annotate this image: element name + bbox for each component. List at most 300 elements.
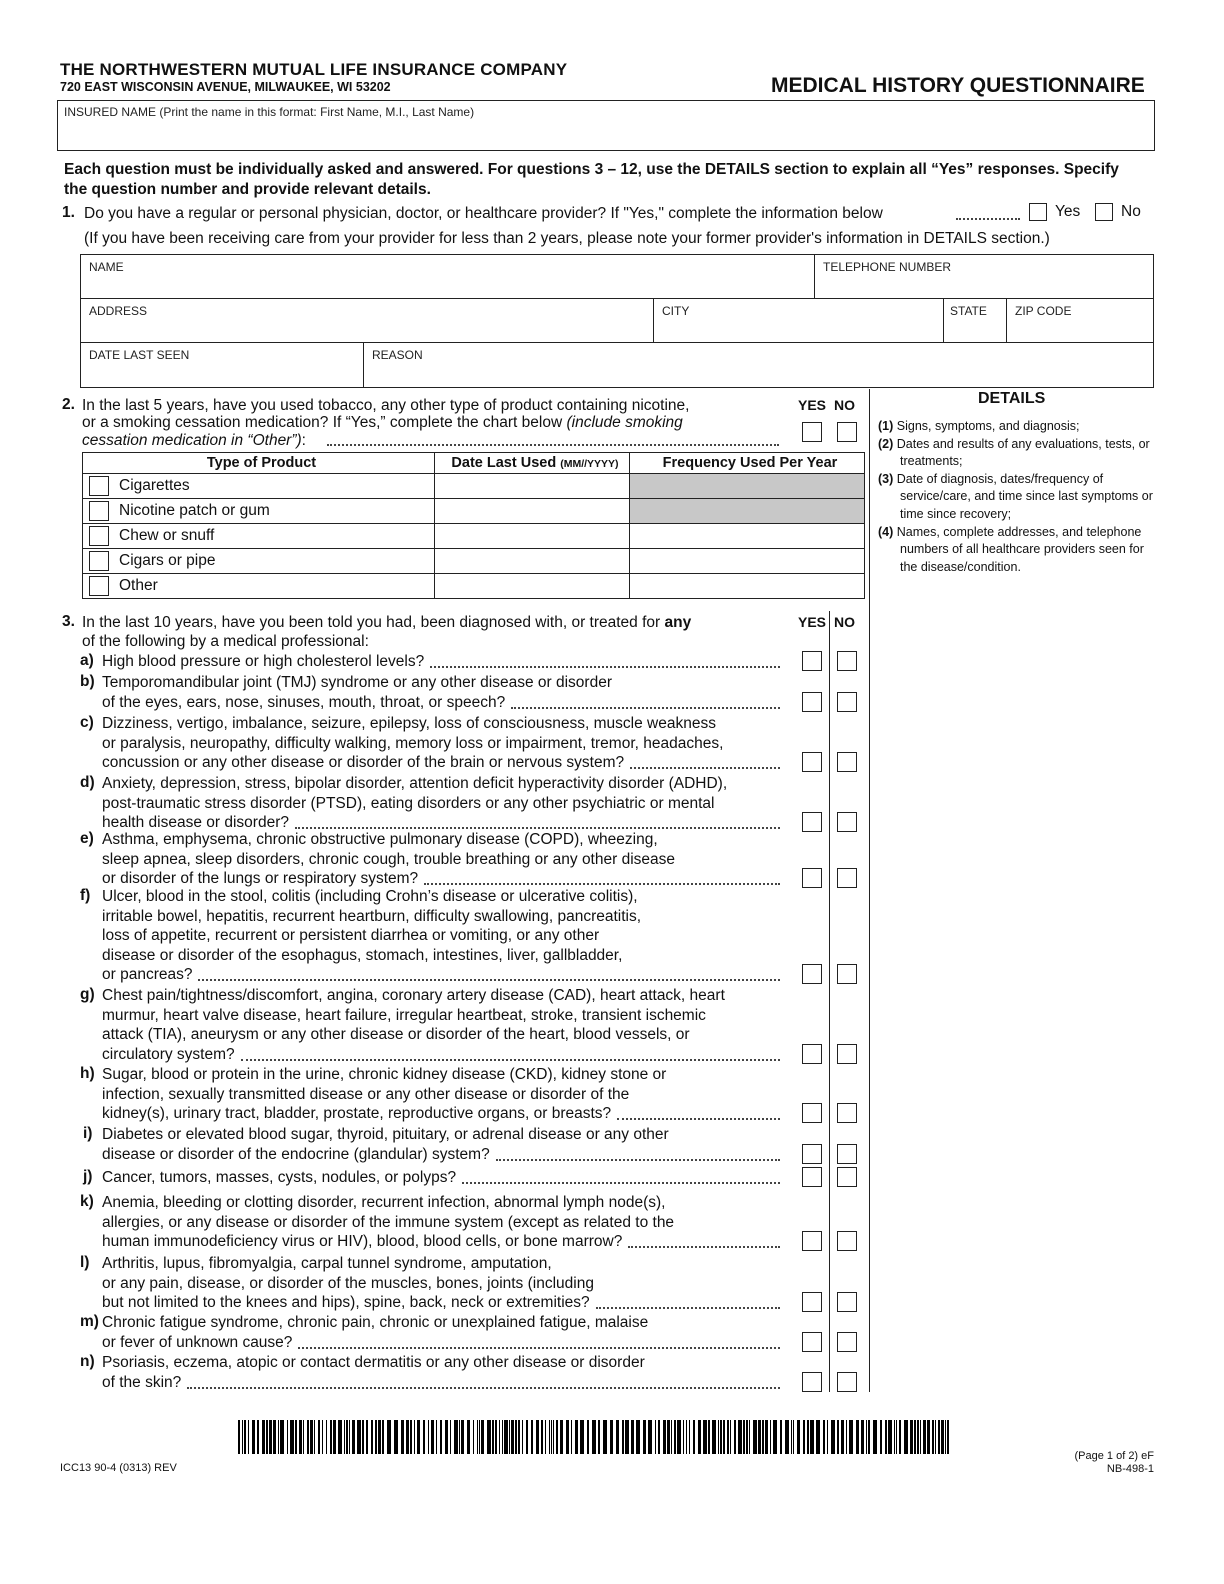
table-row bbox=[83, 549, 865, 574]
date-last-used-cell[interactable] bbox=[435, 524, 630, 549]
barcode-bar bbox=[765, 1420, 768, 1454]
barcode-bar bbox=[677, 1420, 681, 1454]
q3-item-letter: m) bbox=[80, 1313, 99, 1330]
barcode-bar bbox=[417, 1420, 420, 1454]
q3-item-yes-checkbox[interactable] bbox=[802, 964, 822, 984]
barcode-bar bbox=[487, 1420, 491, 1454]
q3-item-text: murmur, heart valve disease, heart failure, irregular heartbeat, stroke, transient ischemic bbox=[102, 1006, 706, 1024]
q3-item-yes-checkbox[interactable] bbox=[802, 1332, 822, 1352]
provider-telephone-field[interactable] bbox=[815, 255, 1153, 298]
barcode-bar bbox=[481, 1420, 484, 1454]
q3-item-leader bbox=[496, 1159, 780, 1161]
barcode-bar bbox=[807, 1420, 809, 1454]
details-item-number: (2) bbox=[878, 436, 894, 451]
q3-item-leader bbox=[298, 1347, 780, 1349]
table-row bbox=[83, 474, 865, 499]
barcode-bar bbox=[587, 1420, 589, 1454]
q3-item-yes-checkbox[interactable] bbox=[802, 1167, 822, 1187]
provider-zip-field[interactable] bbox=[1007, 299, 1153, 342]
barcode-bar bbox=[428, 1420, 429, 1454]
barcode-bar bbox=[314, 1420, 315, 1454]
barcode-bar bbox=[310, 1420, 313, 1454]
q3-item-yes-checkbox[interactable] bbox=[802, 692, 822, 712]
barcode-bar bbox=[257, 1420, 259, 1454]
q3-item-text: circulatory system? bbox=[102, 1045, 235, 1063]
form-number: NB-498-1 bbox=[1106, 1463, 1154, 1475]
tobacco-table-header bbox=[83, 453, 865, 474]
barcode-bar bbox=[502, 1420, 503, 1454]
barcode-bar bbox=[303, 1420, 304, 1454]
q3-item-text: or fever of unknown cause? bbox=[102, 1333, 293, 1351]
q3-item-text: allergies, or any disease or disorder of the immune system (except as related to the bbox=[102, 1213, 675, 1231]
q3-item-yes-checkbox[interactable] bbox=[802, 752, 822, 772]
q3-item-yes-checkbox[interactable] bbox=[802, 1231, 822, 1251]
barcode-bar bbox=[330, 1420, 332, 1454]
barcode-bar bbox=[658, 1420, 660, 1454]
q3-item-text: sleep apnea, sleep disorders, chronic cough, trouble breathing or any other disease bbox=[102, 850, 676, 868]
provider-name-field[interactable] bbox=[81, 255, 814, 298]
barcode-bar bbox=[793, 1420, 794, 1454]
barcode-bar bbox=[803, 1420, 805, 1454]
barcode-bar bbox=[723, 1420, 725, 1454]
frequency-cell[interactable] bbox=[630, 574, 865, 599]
visit-reason-label: REASON bbox=[372, 348, 423, 362]
q3-item-yes-checkbox[interactable] bbox=[802, 868, 822, 888]
frequency-cell-disabled bbox=[630, 499, 865, 524]
barcode-bar bbox=[526, 1420, 528, 1454]
barcode-bar bbox=[556, 1420, 558, 1454]
barcode-bar bbox=[511, 1420, 514, 1454]
q1-no-checkbox[interactable] bbox=[1095, 203, 1113, 221]
barcode-bar bbox=[885, 1420, 887, 1454]
barcode-bar bbox=[504, 1420, 508, 1454]
details-item-number: (1) bbox=[878, 419, 894, 433]
details-entry-area[interactable] bbox=[871, 606, 1154, 1391]
barcode-bar bbox=[941, 1420, 944, 1454]
q3-item-leader bbox=[430, 666, 780, 668]
q3-item-text: disease or disorder of the esophagus, stomach, intestines, liver, gallbladder, bbox=[102, 946, 623, 964]
date-last-used-cell[interactable] bbox=[435, 474, 630, 499]
provider-name-label: NAME bbox=[89, 260, 124, 274]
barcode-bar bbox=[625, 1420, 629, 1454]
q3-item-text: infection, sexually transmitted disease or any other disease or disorder of the bbox=[102, 1085, 630, 1103]
barcode bbox=[238, 1420, 952, 1454]
details-instructions bbox=[878, 418, 1158, 576]
q3-item-no-checkbox[interactable] bbox=[837, 1103, 857, 1123]
q2-line-3-colon: : bbox=[301, 432, 306, 449]
product-cell bbox=[83, 499, 435, 524]
q3-item-yes-checkbox[interactable] bbox=[802, 812, 822, 832]
product-label: Other bbox=[119, 577, 158, 595]
date-last-seen-label: DATE LAST SEEN bbox=[89, 348, 190, 362]
provider-state-label: STATE bbox=[950, 304, 987, 318]
insured-name-label: INSURED NAME (Print the name in this format: First Name, M.I., Last Name) bbox=[64, 105, 475, 119]
barcode-bar bbox=[406, 1420, 409, 1454]
barcode-bar bbox=[549, 1420, 550, 1454]
barcode-bar bbox=[823, 1420, 825, 1454]
q3-item-text: Chest pain/tightness/discomfort, angina, coronary artery disease (CAD), heart attack, heart bbox=[102, 987, 725, 1004]
barcode-bar bbox=[849, 1420, 853, 1454]
barcode-bar bbox=[923, 1420, 926, 1454]
barcode-bar bbox=[536, 1420, 539, 1454]
barcode-bar bbox=[322, 1420, 323, 1454]
q3-yes-header: YES bbox=[798, 614, 827, 630]
q3-item-text: Ulcer, blood in the stool, colitis (including Crohn’s disease or ulcerative colitis), bbox=[102, 888, 638, 905]
barcode-bar bbox=[791, 1420, 792, 1454]
col-date-last-used-label: Date Last Used bbox=[451, 455, 557, 471]
barcode-bar bbox=[431, 1420, 434, 1454]
q3-item-text: Psoriasis, eczema, atopic or contact dermatitis or any other disease or disorder bbox=[102, 1354, 645, 1371]
barcode-bar bbox=[749, 1420, 750, 1454]
date-last-used-cell[interactable] bbox=[435, 499, 630, 524]
q3-item-letter: d) bbox=[80, 774, 95, 791]
q3-item-text: of the skin? bbox=[102, 1373, 182, 1391]
details-item bbox=[878, 436, 1158, 471]
details-item-text: Date of diagnosis, dates/frequency of service/care, and time since last symptoms or time since recovery; bbox=[896, 471, 1153, 521]
barcode-bar bbox=[610, 1420, 613, 1454]
product-label: Cigars or pipe bbox=[119, 552, 216, 570]
barcode-bar bbox=[686, 1420, 687, 1454]
provider-zip-label: ZIP CODE bbox=[1015, 304, 1072, 318]
col-date-last-used bbox=[435, 453, 630, 474]
q1-number: 1. bbox=[62, 204, 75, 221]
barcode-bar bbox=[643, 1420, 646, 1454]
q3-item-letter: a) bbox=[80, 652, 94, 669]
q3-item-text: human immunodeficiency virus or HIV), blood, blood cells, or bone marrow? bbox=[102, 1233, 623, 1251]
barcode-bar bbox=[477, 1420, 478, 1454]
barcode-bar bbox=[531, 1420, 533, 1454]
q3-item-text: or disorder of the lungs or respiratory system? bbox=[102, 870, 419, 888]
barcode-bar bbox=[410, 1420, 412, 1454]
barcode-bar bbox=[499, 1420, 500, 1454]
barcode-bar bbox=[837, 1420, 839, 1454]
provider-state-field[interactable] bbox=[944, 299, 1006, 342]
barcode-bar bbox=[479, 1420, 480, 1454]
barcode-bar bbox=[344, 1420, 345, 1454]
barcode-bar bbox=[945, 1420, 946, 1454]
q3-item-no-checkbox[interactable] bbox=[837, 1372, 857, 1392]
barcode-bar bbox=[461, 1420, 464, 1454]
q3-item-no-checkbox[interactable] bbox=[837, 1292, 857, 1312]
details-item-text: Signs, symptoms, and diagnosis; bbox=[896, 419, 1080, 433]
barcode-bar bbox=[371, 1420, 373, 1454]
barcode-bar bbox=[333, 1420, 336, 1454]
barcode-bar bbox=[938, 1420, 940, 1454]
barcode-bar bbox=[352, 1420, 355, 1454]
q2-line-2-text: or a smoking cessation medication? If “Yes,” complete the chart below bbox=[82, 414, 563, 431]
form-title: MEDICAL HISTORY QUESTIONNAIRE bbox=[771, 74, 1145, 97]
product-cell bbox=[83, 549, 435, 574]
barcode-bar bbox=[720, 1420, 722, 1454]
q3-number: 3. bbox=[62, 613, 75, 630]
q2-yes-checkbox[interactable] bbox=[802, 422, 822, 442]
barcode-bar bbox=[780, 1420, 782, 1454]
visit-reason-field[interactable] bbox=[364, 343, 1153, 387]
barcode-bar bbox=[770, 1420, 771, 1454]
barcode-bar bbox=[273, 1420, 276, 1454]
barcode-bar bbox=[495, 1420, 497, 1454]
q3-item-no-checkbox[interactable] bbox=[837, 812, 857, 832]
details-item-number: (4) bbox=[878, 524, 894, 539]
barcode-bar bbox=[730, 1420, 731, 1454]
q3-item-text: of the eyes, ears, nose, sinuses, mouth, throat, or speech? bbox=[102, 693, 506, 711]
q3-item-text: or pancreas? bbox=[102, 966, 193, 984]
barcode-bar bbox=[899, 1420, 901, 1454]
barcode-bar bbox=[917, 1420, 919, 1454]
product-checkbox-cigarettes[interactable] bbox=[89, 476, 109, 496]
q3-item-yes-checkbox[interactable] bbox=[802, 1292, 822, 1312]
q3-item-letter: i) bbox=[83, 1125, 93, 1142]
q3-item-no-checkbox[interactable] bbox=[837, 651, 857, 671]
barcode-bar bbox=[693, 1420, 695, 1454]
barcode-bar bbox=[244, 1420, 246, 1454]
details-item-text: Dates and results of any evaluations, tests, or treatments; bbox=[896, 436, 1150, 469]
q3-item-text: Anxiety, depression, stress, bipolar disorder, attention deficit hyperactivity disorder (ADHD), bbox=[102, 775, 728, 792]
q3-item-text: Chronic fatigue syndrome, chronic pain, chronic or unexplained fatigue, malaise bbox=[102, 1314, 649, 1331]
barcode-bar bbox=[278, 1420, 279, 1454]
col-date-last-used-format: (MM//YYYY) bbox=[560, 458, 619, 470]
barcode-bar bbox=[522, 1420, 523, 1454]
barcode-bar bbox=[414, 1420, 415, 1454]
q3-item-letter: f) bbox=[80, 887, 91, 904]
barcode-bar bbox=[551, 1420, 552, 1454]
barcode-bar bbox=[888, 1420, 892, 1454]
q3-item-text: Cancer, tumors, masses, cysts, nodules, or polyps? bbox=[102, 1169, 457, 1186]
q2-line-1: In the last 5 years, have you used tobacco, any other type of product containing nicotine, bbox=[82, 397, 690, 414]
q3-item-no-checkbox[interactable] bbox=[837, 868, 857, 888]
barcode-bar bbox=[738, 1420, 742, 1454]
q3-item-letter: g) bbox=[80, 986, 95, 1003]
barcode-bar bbox=[616, 1420, 619, 1454]
barcode-bar bbox=[743, 1420, 745, 1454]
barcode-bar bbox=[459, 1420, 460, 1454]
q2-line-2 bbox=[82, 413, 683, 433]
details-item bbox=[878, 418, 1158, 436]
q2-line-2-italic: (include smoking bbox=[566, 414, 683, 431]
page-indicator: (Page 1 of 2) eF bbox=[1074, 1450, 1154, 1462]
q3-item-leader bbox=[187, 1387, 780, 1389]
q2-no-header: NO bbox=[834, 397, 855, 413]
provider-telephone-label: TELEPHONE NUMBER bbox=[823, 260, 952, 274]
barcode-bar bbox=[382, 1420, 384, 1454]
col-frequency: Frequency Used Per Year bbox=[630, 453, 865, 474]
q3-item-letter: n) bbox=[80, 1353, 95, 1370]
barcode-bar bbox=[580, 1420, 584, 1454]
barcode-bar bbox=[727, 1420, 729, 1454]
barcode-bar bbox=[762, 1420, 764, 1454]
barcode-bar bbox=[299, 1420, 302, 1454]
q3-item-text: Anemia, bleeding or clotting disorder, recurrent infection, abnormal lymph node(s), bbox=[102, 1194, 666, 1211]
q3-item-text: Dizziness, vertigo, imbalance, seizure, epilepsy, loss of consciousness, muscle weakness bbox=[102, 715, 716, 732]
barcode-bar bbox=[440, 1420, 442, 1454]
barcode-bar bbox=[357, 1420, 361, 1454]
barcode-bar bbox=[932, 1420, 934, 1454]
provider-city-field[interactable] bbox=[654, 299, 943, 342]
company-address: 720 EAST WISCONSIN AVENUE, MILWAUKEE, WI 53202 bbox=[60, 80, 391, 94]
q3-item-leader bbox=[198, 979, 780, 981]
frequency-cell[interactable] bbox=[630, 549, 865, 574]
product-checkbox-chew-snuff[interactable] bbox=[89, 526, 109, 546]
barcode-bar bbox=[515, 1420, 517, 1454]
q3-item-text: loss of appetite, recurrent or persistent diarrhea or vomiting, or any other bbox=[102, 927, 600, 945]
barcode-bar bbox=[698, 1420, 701, 1454]
barcode-bar bbox=[904, 1420, 908, 1454]
product-cell bbox=[83, 474, 435, 499]
barcode-bar bbox=[856, 1420, 859, 1454]
barcode-bar bbox=[816, 1420, 820, 1454]
q1-no-label: No bbox=[1121, 203, 1141, 220]
barcode-bar bbox=[287, 1420, 288, 1454]
product-checkbox-nicotine-patch[interactable] bbox=[89, 501, 109, 521]
barcode-bar bbox=[718, 1420, 719, 1454]
date-last-seen-field[interactable] bbox=[81, 343, 363, 387]
q1-leader bbox=[956, 218, 1020, 220]
barcode-bar bbox=[689, 1420, 690, 1454]
barcode-bar bbox=[663, 1420, 666, 1454]
barcode-bar bbox=[880, 1420, 882, 1454]
product-checkbox-other[interactable] bbox=[89, 576, 109, 596]
q2-no-checkbox[interactable] bbox=[837, 422, 857, 442]
product-label: Cigarettes bbox=[119, 477, 190, 495]
barcode-bar bbox=[927, 1420, 930, 1454]
barcode-bar bbox=[378, 1420, 381, 1454]
q3-item-text: attack (TIA), aneurysm or any other disease or disorder of the heart, blood vessels, or bbox=[102, 1026, 690, 1044]
barcode-bar bbox=[896, 1420, 897, 1454]
barcode-bar bbox=[450, 1420, 451, 1454]
q3-item-leader bbox=[424, 883, 780, 885]
q3-line-1-text: In the last 10 years, have you been told you had, been diagnosed with, or treated for bbox=[82, 614, 661, 631]
frequency-cell-disabled bbox=[630, 474, 865, 499]
q3-item-leader bbox=[628, 1246, 780, 1248]
details-item-number: (3) bbox=[878, 471, 894, 486]
barcode-bar bbox=[509, 1420, 510, 1454]
q3-item-text: post-traumatic stress disorder (PTSD), eating disorders or any other psychiatric or mental bbox=[102, 794, 715, 812]
q3-item-no-checkbox[interactable] bbox=[837, 964, 857, 984]
barcode-bar bbox=[290, 1420, 294, 1454]
company-name: THE NORTHWESTERN MUTUAL LIFE INSURANCE COMPANY bbox=[60, 60, 568, 79]
barcode-bar bbox=[366, 1420, 368, 1454]
q3-item-text: or paralysis, neuropathy, difficulty walking, memory loss or impairment, tremor, headaches, bbox=[102, 734, 724, 752]
q3-item-letter: c) bbox=[80, 714, 94, 731]
barcode-bar bbox=[252, 1420, 255, 1454]
q3-item-no-checkbox[interactable] bbox=[837, 1231, 857, 1251]
q3-item-letter: k) bbox=[80, 1193, 94, 1210]
q3-item-no-checkbox[interactable] bbox=[837, 1167, 857, 1187]
q3-item-no-checkbox[interactable] bbox=[837, 752, 857, 772]
barcode-bar bbox=[636, 1420, 640, 1454]
insured-name-field[interactable] bbox=[57, 100, 1155, 151]
table-row bbox=[83, 574, 865, 599]
q3-item-no-checkbox[interactable] bbox=[837, 692, 857, 712]
barcode-bar bbox=[541, 1420, 543, 1454]
barcode-bar bbox=[868, 1420, 870, 1454]
q3-item-text: High blood pressure or high cholesterol levels? bbox=[102, 653, 425, 670]
provider-city-label: CITY bbox=[662, 304, 690, 318]
details-column-divider bbox=[869, 389, 870, 1392]
q3-item-text: Sugar, blood or protein in the urine, chronic kidney disease (CKD), kidney stone or bbox=[102, 1066, 667, 1083]
barcode-bar bbox=[307, 1420, 309, 1454]
q3-item-text: Temporomandibular joint (TMJ) syndrome or any other disease or disorder bbox=[102, 674, 612, 691]
q3-item-yes-checkbox[interactable] bbox=[802, 651, 822, 671]
barcode-bar bbox=[349, 1420, 350, 1454]
barcode-bar bbox=[773, 1420, 777, 1454]
date-last-used-cell[interactable] bbox=[435, 574, 630, 599]
q3-item-letter: j) bbox=[83, 1168, 93, 1185]
q2-yes-header: YES bbox=[798, 397, 827, 413]
details-item-text: Names, complete addresses, and telephone numbers of all healthcare providers seen for the disease/condition. bbox=[896, 524, 1144, 574]
table-row bbox=[83, 524, 865, 549]
tobacco-table bbox=[82, 452, 865, 599]
q3-item-yes-checkbox[interactable] bbox=[802, 1044, 822, 1064]
frequency-cell[interactable] bbox=[630, 524, 865, 549]
q1-yes-checkbox[interactable] bbox=[1029, 203, 1047, 221]
q3-item-yes-checkbox[interactable] bbox=[802, 1144, 822, 1164]
barcode-bar bbox=[262, 1420, 265, 1454]
q3-item-letter: h) bbox=[80, 1065, 95, 1082]
q3-item-text: kidney(s), urinary tract, bladder, prostate, reproductive organs, or breasts? bbox=[102, 1105, 612, 1123]
date-last-used-cell[interactable] bbox=[435, 549, 630, 574]
barcode-bar bbox=[248, 1420, 249, 1454]
q2-line-3 bbox=[82, 431, 306, 451]
q3-item-leader bbox=[511, 707, 780, 709]
q3-item-text: Diabetes or elevated blood sugar, thyroid, pituitary, or adrenal disease or any other bbox=[102, 1126, 669, 1143]
barcode-bar bbox=[712, 1420, 716, 1454]
q3-item-no-checkbox[interactable] bbox=[837, 1044, 857, 1064]
q3-item-yes-checkbox[interactable] bbox=[802, 1372, 822, 1392]
barcode-bar bbox=[445, 1420, 448, 1454]
table-row bbox=[83, 499, 865, 524]
barcode-bar bbox=[753, 1420, 757, 1454]
q3-item-no-checkbox[interactable] bbox=[837, 1332, 857, 1352]
q3-item-yes-checkbox[interactable] bbox=[802, 1103, 822, 1123]
q2-number: 2. bbox=[62, 396, 75, 413]
barcode-bar bbox=[734, 1420, 736, 1454]
barcode-bar bbox=[683, 1420, 684, 1454]
q3-item-text: health disease or disorder? bbox=[102, 814, 289, 832]
product-checkbox-cigars-pipe[interactable] bbox=[89, 551, 109, 571]
barcode-bar bbox=[910, 1420, 913, 1454]
q2-leader bbox=[327, 444, 779, 446]
yes-no-divider bbox=[829, 611, 830, 1392]
provider-address-field[interactable] bbox=[81, 299, 653, 342]
barcode-bar bbox=[467, 1420, 470, 1454]
barcode-bar bbox=[708, 1420, 710, 1454]
q1-yes-label: Yes bbox=[1055, 203, 1081, 220]
q3-line-1-emphasis: any bbox=[664, 614, 692, 631]
barcode-bar bbox=[295, 1420, 297, 1454]
q3-item-leader bbox=[462, 1182, 780, 1184]
barcode-bar bbox=[674, 1420, 676, 1454]
barcode-bar bbox=[454, 1420, 458, 1454]
barcode-bar bbox=[861, 1420, 864, 1454]
barcode-bar bbox=[797, 1420, 800, 1454]
barcode-bar bbox=[592, 1420, 596, 1454]
barcode-bar bbox=[338, 1420, 342, 1454]
barcode-bar bbox=[866, 1420, 867, 1454]
provider-address-label: ADDRESS bbox=[89, 304, 148, 318]
q2-line-3-italic: cessation medication in “Other”) bbox=[82, 432, 302, 449]
q3-item-text: irritable bowel, hepatitis, recurrent heartburn, difficulty swallowing, pancreatitis, bbox=[102, 907, 642, 925]
barcode-bar bbox=[492, 1420, 494, 1454]
q3-item-letter: b) bbox=[80, 673, 95, 690]
barcode-bar bbox=[280, 1420, 284, 1454]
product-label: Nicotine patch or gum bbox=[119, 502, 270, 520]
barcode-bar bbox=[423, 1420, 425, 1454]
q1-text: Do you have a regular or personal physician, doctor, or healthcare provider? If "Yes," complete the information below bbox=[84, 205, 883, 222]
barcode-bar bbox=[603, 1420, 607, 1454]
col-type-of-product: Type of Product bbox=[83, 453, 435, 474]
q3-item-no-checkbox[interactable] bbox=[837, 1144, 857, 1164]
